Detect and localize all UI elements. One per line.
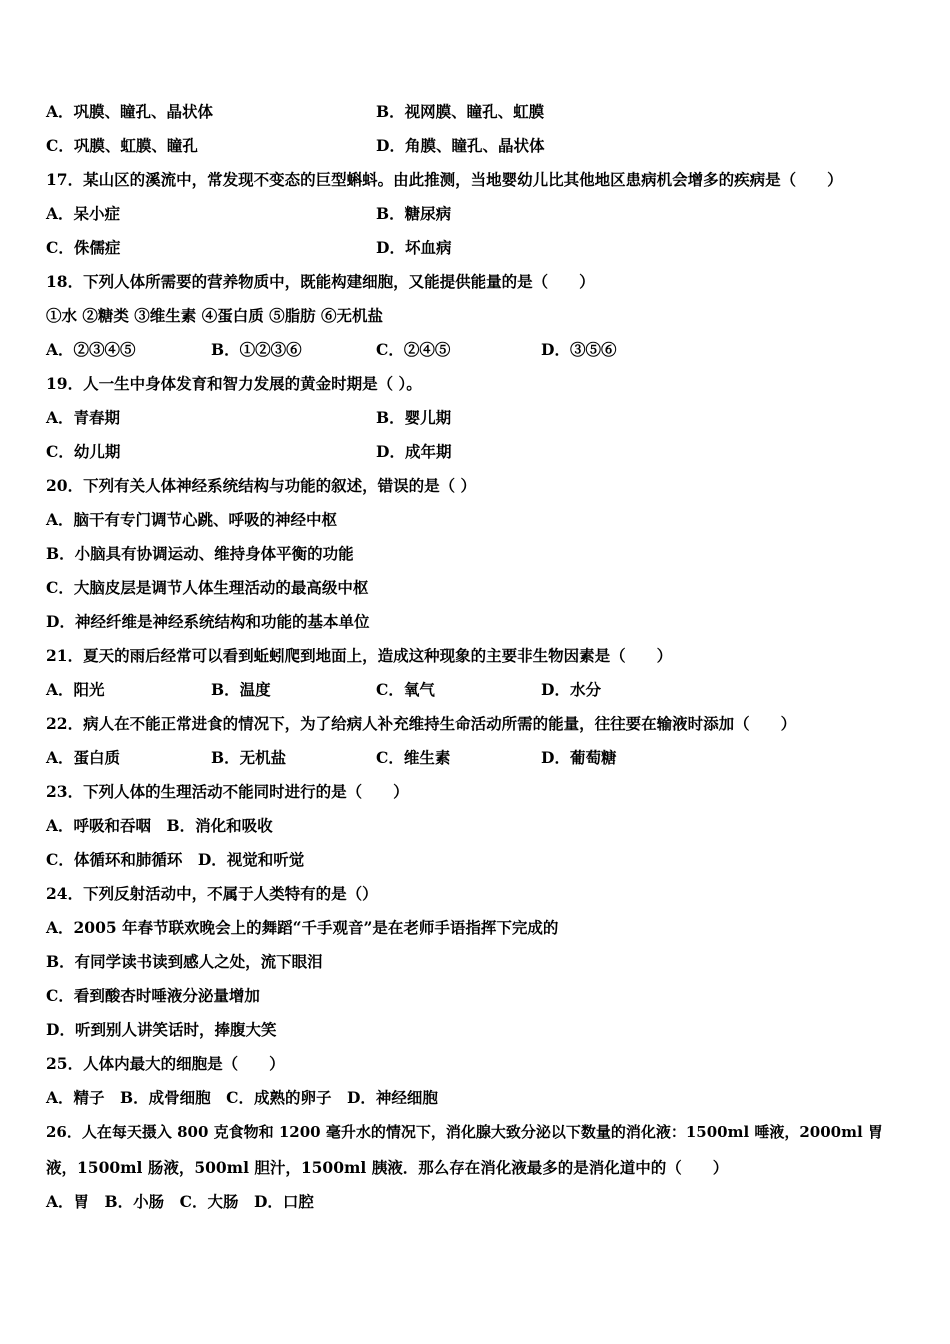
q21-option-c: C．氧气 [376, 680, 435, 699]
q23-options-cd: C．体循环和肺循环 D．视觉和听觉 [46, 850, 305, 869]
q19-option-b: B．婴儿期 [376, 408, 452, 427]
q20-option-a: A．脑干有专门调节心跳、呼吸的神经中枢 [46, 510, 338, 529]
q18-option-d: D．③⑤⑥ [541, 340, 617, 359]
q24-option-c: C．看到酸杏时唾液分泌量增加 [46, 986, 260, 1005]
q25-stem: 25．人体内最大的细胞是（ ） [46, 1054, 285, 1073]
q23-options-ab: A．呼吸和吞咽 B．消化和吸收 [46, 816, 273, 835]
q24-option-b: B．有同学读书读到感人之处，流下眼泪 [46, 952, 323, 971]
q21-stem: 21．夏天的雨后经常可以看到蚯蚓爬到地面上，造成这种现象的主要非生物因素是（ ） [46, 646, 673, 665]
q16-option-c: C．巩膜、虹膜、瞳孔 [46, 136, 198, 155]
q17-option-d: D．坏血病 [376, 238, 452, 257]
q19-option-c: C．幼儿期 [46, 442, 121, 461]
q21-option-d: D．水分 [541, 680, 601, 699]
q22-option-d: D．葡萄糖 [541, 748, 617, 767]
q17-option-a: A．呆小症 [46, 204, 121, 223]
q16-option-b: B．视网膜、瞳孔、虹膜 [376, 102, 545, 121]
q20-stem: 20．下列有关人体神经系统结构与功能的叙述，错误的是（ ） [46, 476, 476, 495]
q17-stem: 17．某山区的溪流中，常发现不变态的巨型蝌蚪。由此推测，当地婴幼儿比其他地区患病机会增多的疾病是（ ） [46, 170, 843, 189]
q22-option-a: A．蛋白质 [46, 748, 121, 767]
q26-stem-line2: 液，1500ml 肠液，500ml 胆汁，1500ml 胰液．那么存在消化液最多的是消化道中的（ ） [46, 1158, 729, 1177]
q17-option-b: B．糖尿病 [376, 204, 452, 223]
q22-stem: 22．病人在不能正常进食的情况下，为了给病人补充维持生命活动所需的能量，往往要在输液时添加（ ） [46, 714, 797, 733]
q22-option-b: B．无机盐 [211, 748, 287, 767]
q22-option-c: C．维生素 [376, 748, 451, 767]
q18-option-b: B．①②③⑥ [211, 340, 302, 359]
q21-option-b: B．温度 [211, 680, 271, 699]
q20-option-c: C．大脑皮层是调节人体生理活动的最高级中枢 [46, 578, 369, 597]
q21-option-a: A．阳光 [46, 680, 105, 699]
q19-option-d: D．成年期 [376, 442, 452, 461]
q18-stem: 18．下列人体所需要的营养物质中，既能构建细胞，又能提供能量的是（ ） [46, 272, 595, 291]
q16-option-d: D．角膜、瞳孔、晶状体 [376, 136, 545, 155]
q23-stem: 23．下列人体的生理活动不能同时进行的是（ ） [46, 782, 409, 801]
q20-option-d: D．神经纤维是神经系统结构和功能的基本单位 [46, 612, 370, 631]
q20-option-b: B．小脑具有协调运动、维持身体平衡的功能 [46, 544, 354, 563]
q16-option-a: A．巩膜、瞳孔、晶状体 [46, 102, 214, 121]
q24-option-a: A．2005 年春节联欢晚会上的舞蹈“千手观音”是在老师手语指挥下完成的 [46, 918, 559, 937]
q19-option-a: A．青春期 [46, 408, 121, 427]
q26-options: A．胃 B．小肠 C．大肠 D．口腔 [46, 1192, 314, 1211]
q18-items: ①水 ②糖类 ③维生素 ④蛋白质 ⑤脂肪 ⑥无机盐 [46, 306, 383, 325]
q24-option-d: D．听到别人讲笑话时，捧腹大笑 [46, 1020, 277, 1039]
q19-stem: 19．人一生中身体发育和智力发展的黄金时期是（ ）。 [46, 374, 422, 393]
q24-stem: 24．下列反射活动中，不属于人类特有的是（） [46, 884, 378, 903]
q18-option-a: A．②③④⑤ [46, 340, 136, 359]
q26-stem-line1: 26．人在每天摄入 800 克食物和 1200 毫升水的情况下，消化腺大致分泌以下数量的消化液：1500ml 唾液，2000ml 胃 [46, 1123, 883, 1141]
q17-option-c: C．侏儒症 [46, 238, 121, 257]
q25-options: A．精子 B．成骨细胞 C．成熟的卵子 D．神经细胞 [46, 1088, 438, 1107]
q18-option-c: C．②④⑤ [376, 340, 451, 359]
